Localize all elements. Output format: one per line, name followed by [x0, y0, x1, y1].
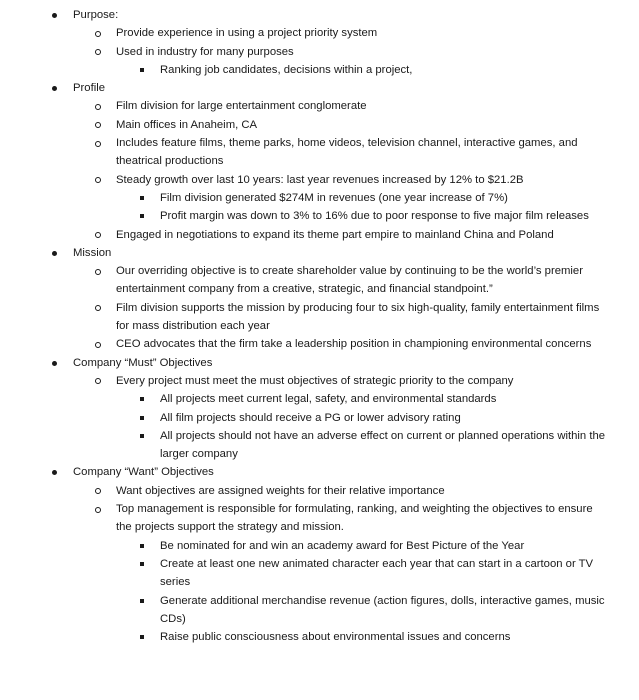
bullet-square-icon: [140, 416, 144, 420]
section-purpose: [0, 6, 639, 24]
list-subitem: Generate additional merchandise revenue (action figures, dolls, interactive games, music CDs): [0, 592, 639, 629]
list-item: Provide experience in using a project priority system: [0, 24, 639, 42]
list-item: Film division supports the mission by producing four to six high-quality, family entertainment films for mass distribution each year: [0, 299, 639, 336]
bullet-dot-icon: [52, 470, 57, 475]
section-title: Purpose:: [73, 9, 119, 21]
bullet-square-icon: [140, 599, 144, 603]
bullet-circle-icon: [95, 122, 101, 128]
bullet-square-icon: [140, 397, 144, 401]
list-item: Every project must meet the must objectives of strategic priority to the company: [0, 372, 639, 390]
bullet-dot-icon: [52, 361, 57, 366]
bullet-circle-icon: [95, 342, 101, 348]
list-item: Engaged in negotiations to expand its theme part empire to mainland China and Poland: [0, 226, 639, 244]
list-subitem: All projects meet current legal, safety, and environmental standards: [0, 390, 639, 408]
bullet-circle-icon: [95, 141, 101, 147]
list-subitem: Film division generated $274M in revenues (one year increase of 7%): [0, 189, 639, 207]
list-item: Main offices in Anaheim, CA: [0, 116, 639, 134]
list-subitem: Be nominated for and win an academy award for Best Picture of the Year: [0, 537, 639, 555]
bullet-square-icon: [140, 635, 144, 639]
section-mission: [0, 244, 639, 262]
list-subitem: All film projects should receive a PG or lower advisory rating: [0, 409, 639, 427]
bullet-square-icon: [140, 214, 144, 218]
section-title: Profile: [73, 82, 106, 95]
bullet-dot-icon: [52, 251, 57, 256]
bullet-square-icon: [140, 544, 144, 548]
section-must-objectives: [0, 354, 639, 372]
bullet-circle-icon: [95, 269, 101, 275]
bullet-circle-icon: [95, 104, 101, 110]
bullet-circle-icon: [95, 232, 101, 238]
list-item: Steady growth over last 10 years: last year revenues increased by 12% to $21.2B: [0, 171, 639, 189]
section-want-objectives: [0, 463, 639, 481]
bullet-dot-icon: [52, 86, 57, 91]
list-subitem: Create at least one new animated character each year that can start in a cartoon or TV series: [0, 555, 639, 592]
document-body: [0, 6, 639, 646]
section-title: Mission: [73, 246, 112, 259]
bullet-dot-icon: [52, 13, 57, 18]
section-title: Company “Want” Objectives: [73, 466, 214, 479]
bullet-circle-icon: [95, 49, 101, 55]
section-profile: [0, 79, 639, 97]
bullet-square-icon: [140, 434, 144, 438]
list-item: Our overriding objective is to create shareholder value by continuing to be the world’s premier entertainment company from a creative, strategic, and financial standpoint.”: [0, 262, 639, 299]
list-subitem: Profit margin was down to 3% to 16% due to poor response to five major film releases: [0, 207, 639, 225]
list-item: CEO advocates that the firm take a leadership position in championing environmental concerns: [0, 335, 639, 353]
section-title: Company “Must” Objectives: [73, 356, 213, 369]
bullet-circle-icon: [95, 177, 101, 183]
list-subitem: All projects should not have an adverse effect on current or planned operations within the larger company: [0, 427, 639, 464]
list-item: Want objectives are assigned weights for their relative importance: [0, 482, 639, 500]
list-item: Film division for large entertainment conglomerate: [0, 97, 639, 115]
bullet-square-icon: [140, 68, 144, 72]
bullet-circle-icon: [95, 378, 101, 384]
bullet-square-icon: [140, 196, 144, 200]
bullet-circle-icon: [95, 488, 101, 494]
bullet-circle-icon: [95, 507, 101, 513]
list-subitem: Raise public consciousness about environmental issues and concerns: [0, 628, 639, 646]
list-item: Includes feature films, theme parks, home videos, television channel, interactive games, and theatrical productions: [0, 134, 639, 171]
bullet-circle-icon: [95, 305, 101, 311]
list-item: Top management is responsible for formulating, ranking, and weighting the objectives to ensure the projects support the strategy and mission.: [0, 500, 639, 537]
bullet-square-icon: [140, 562, 144, 566]
list-subitem: Ranking job candidates, decisions within a project,: [0, 61, 639, 79]
bullet-circle-icon: [95, 31, 101, 37]
list-item: Used in industry for many purposes: [0, 43, 639, 61]
